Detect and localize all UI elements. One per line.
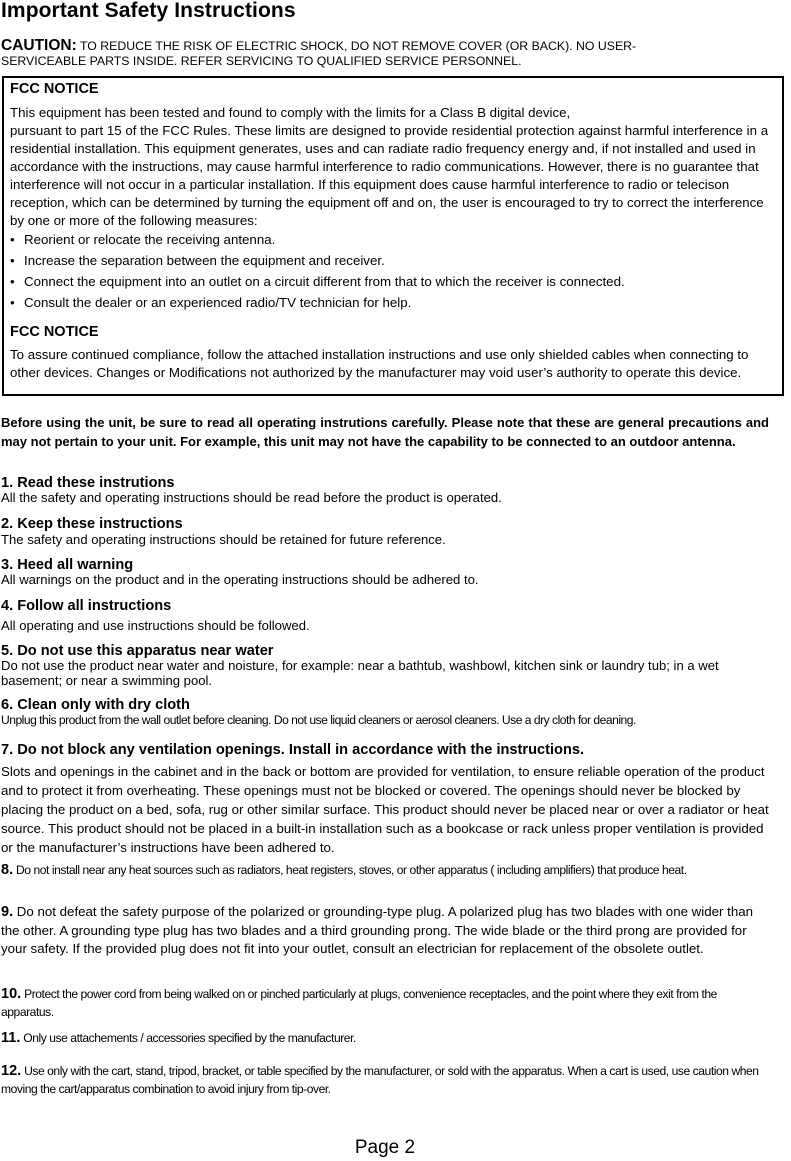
instruction-number: 9.	[1, 904, 14, 920]
fcc-paragraph-1	[10, 104, 780, 230]
instruction-heading: 2. Keep these instructions	[1, 516, 183, 532]
intro-paragraph: Before using the unit, be sure to read all operating instrutions carefully. Please note that these are general precautions and may not pertain to your unit. For example, this unit may not have the capability to be connected to an outdoor antenna.	[1, 415, 769, 449]
instruction-heading: 6. Clean only with dry cloth	[1, 697, 190, 713]
fcc-bullet-text: Reorient or relocate the receiving antenna.	[24, 232, 276, 247]
fcc-bullet-text: Connect the equipment into an outlet on a circuit different from that to which the receiver is connected.	[24, 274, 625, 289]
instruction-body: Only use attachements / accessories specified by the manufacturer.	[20, 1031, 356, 1045]
instruction-heading: 3. Heed all warning	[1, 557, 134, 573]
page-number: Page 2	[354, 1137, 416, 1158]
instruction-body: Do not defeat the safety purpose of the polarized or grounding-type plug. A polarized plug has two blades with one wider than the other. A grounding type plug has two blades and a third grounding prong. The wide blade or the third prong are provided for your safety. If the provided plug does not fit into your outlet, consult an electrician for replacement of the obsolete outlet.	[1, 904, 754, 956]
instruction-body: All warnings on the product and in the operating instructions should be adhered to.	[1, 572, 479, 587]
instruction-heading: 5. Do not use this apparatus near water	[1, 643, 274, 659]
fcc-bullet	[10, 273, 625, 291]
bullet-icon: •	[10, 232, 15, 247]
instruction-item	[1, 1062, 771, 1098]
fcc-bullet	[10, 231, 275, 249]
instruction-body: The safety and operating instructions should be retained for future reference.	[1, 532, 446, 547]
bullet-icon: •	[10, 295, 15, 310]
instruction-body: Protect the power cord from being walked on or pinched particularly at plugs, convenience receptacles, and the point where they exit from the apparatus.	[1, 987, 717, 1019]
bullet-icon: •	[10, 253, 15, 268]
fcc-paragraph-1-first-line: This equipment has been tested and found to comply with the limits for a Class B digital device,	[10, 105, 571, 120]
instruction-body: Do not use the product near water and noisture, for example: near a bathtub, washbowl, kitchen sink or laundry tub; in a wet basement; or near a swimming pool.	[1, 658, 719, 688]
instruction-item	[1, 862, 771, 878]
instruction-body: Unplug this product from the wall outlet before cleaning. Do not use liquid cleaners or aerosol cleaners. Use a dry cloth for deaning.	[1, 713, 636, 727]
instruction-item	[1, 985, 771, 1021]
instruction-heading: 7. Do not block any ventilation openings. Install in accordance with the instructions.	[1, 742, 585, 758]
instruction-item	[1, 1029, 771, 1047]
instruction-body: Use only with the cart, stand, tripod, bracket, or table specified by the manufacturer, or sold with the apparatus. When a cart is used, use caution when moving the cart/apparatus combination to avoid injury from tip-over.	[1, 1064, 759, 1096]
instruction-number: 8.	[1, 862, 14, 878]
instruction-body: Do not install near any heat sources such as radiators, heat registers, stoves, or other apparatus ( including amplifiers) that produce heat.	[13, 863, 687, 877]
fcc-bullet-text: Increase the separation between the equipment and receiver.	[24, 253, 385, 268]
instruction-body: All operating and use instructions should be followed.	[1, 618, 310, 633]
instruction-heading: 1. Read these instrutions	[1, 475, 175, 491]
instruction-item	[1, 903, 771, 959]
instruction-number: 12.	[1, 1063, 22, 1079]
fcc-bullet	[10, 294, 411, 312]
fcc-paragraph-1-rest: pursuant to part 15 of the FCC Rules. These limits are designed to provide residential protection against harmful interference in a residential installation. This equipment generates, uses and can radiate radio frequency energy and, if not installed and used in accordance with the instructions, may cause harmful interference to radio communications. However, there is no guarantee that interference will not occur in a particular installation. If this equipment does cause harmful interference to radio or telecison reception, which can be determined by turning the equipment off and on, the user is encouraged to try to correct the interference by one or more of the following measures:	[10, 123, 769, 228]
instruction-heading: 4. Follow all instructions	[1, 598, 172, 614]
bullet-icon: •	[10, 274, 15, 289]
instruction-number: 10.	[1, 986, 22, 1002]
fcc-notice-box	[2, 76, 784, 396]
fcc-bullet	[10, 252, 385, 270]
fcc-paragraph-2: To assure continued compliance, follow the attached installation instructions and use only shielded cables when connecting to other devices. Changes or Modifications not authorized by the manufacturer may void user’s authority to operate this device.	[10, 347, 749, 380]
caution-notice	[1, 38, 721, 69]
instruction-number: 11.	[1, 1030, 21, 1046]
caution-label: CAUTION:	[1, 37, 77, 54]
instruction-body: Slots and openings in the cabinet and in the back or bottom are provided for ventilation, to ensure reliable operation of the product and to protect it from overheating. These openings must not be blocked or covered. The openings should never be blocked by placing the product on a bed, sofa, rug or other similar surface. This product should never be placed near or over a radiator or heat source. This product should not be placed in a built-in installation such as a bookcase or rack unless proper ventilation is provided or the manufacturer’s instructions have been adhered to.	[1, 764, 769, 855]
page-title: Important Safety Instructions	[1, 0, 296, 22]
fcc-heading-2: FCC NOTICE	[10, 324, 99, 340]
instruction-body: All the safety and operating instructions should be read before the product is operated.	[1, 490, 502, 505]
fcc-bullet-text: Consult the dealer or an experienced radio/TV technician for help.	[24, 295, 412, 310]
fcc-heading-1: FCC NOTICE	[10, 81, 99, 97]
caution-text: TO REDUCE THE RISK OF ELECTRIC SHOCK, DO NOT REMOVE COVER (OR BACK). NO USER-SERVICEABLE PARTS INSIDE. REFER SERVICING TO QUALIFIED SERVICE PERSONNEL.	[1, 39, 637, 68]
